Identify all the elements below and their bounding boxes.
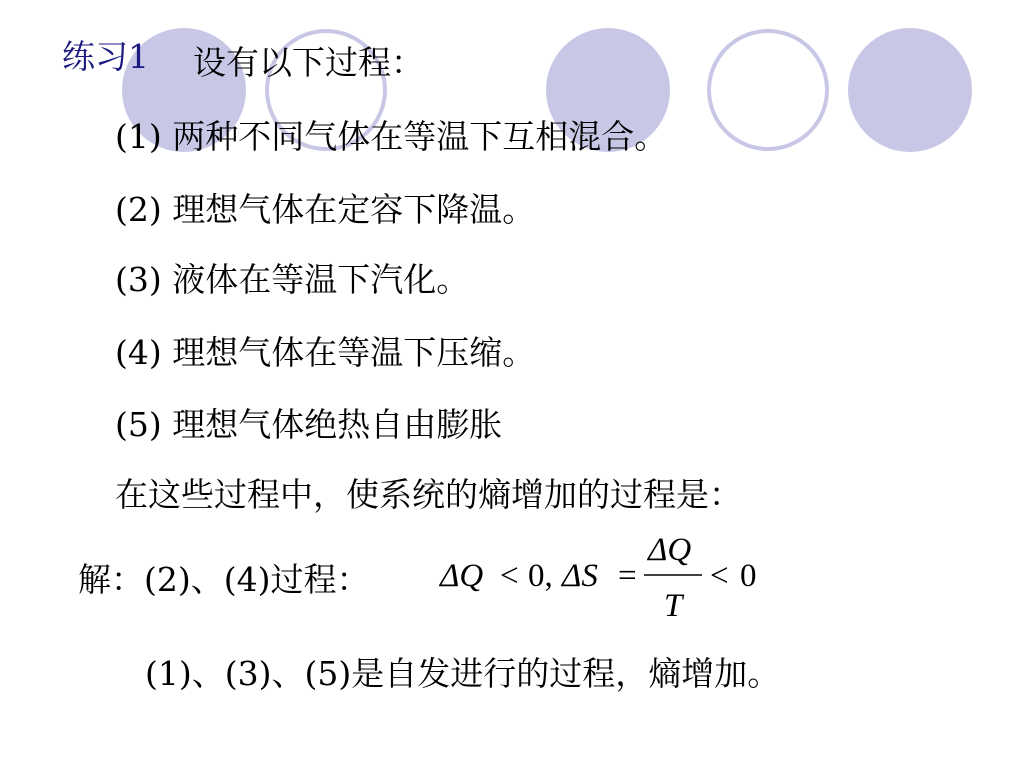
process-item-1: (1) 两种不同气体在等温下互相混合。: [115, 117, 668, 156]
exercise-title: 设有以下过程：: [193, 43, 424, 82]
exercise-label: 练习1: [62, 37, 149, 76]
formula-zero-2: 0: [740, 558, 757, 594]
formula-denominator: T: [664, 588, 683, 624]
decorative-circle-5: [848, 28, 972, 152]
question-text: 在这些过程中，使系统的熵增加的过程是：: [115, 475, 742, 514]
formula-delta-s: ΔS: [562, 558, 598, 594]
process-item-2: (2) 理想气体在定容下降温。: [115, 190, 536, 229]
entropy-formula: [430, 528, 790, 628]
process-item-5: (5) 理想气体绝热自由膨胀: [115, 405, 503, 444]
formula-zero-1: 0,: [528, 558, 553, 594]
decorative-circle-4: [709, 31, 827, 149]
answer-label: 解：(2)、(4)过程：: [78, 560, 370, 599]
formula-less-than-2: <: [710, 558, 729, 594]
process-item-4: (4) 理想气体在等温下压缩。: [115, 333, 536, 372]
process-item-3: (3) 液体在等温下汽化。: [115, 260, 470, 299]
formula-less-than-1: <: [500, 558, 519, 594]
formula-delta-q: ΔQ: [440, 558, 484, 594]
formula-equals: =: [618, 558, 637, 594]
formula-numerator: ΔQ: [648, 532, 692, 568]
conclusion-text: (1)、(3)、(5)是自发进行的过程，熵增加。: [145, 654, 781, 693]
